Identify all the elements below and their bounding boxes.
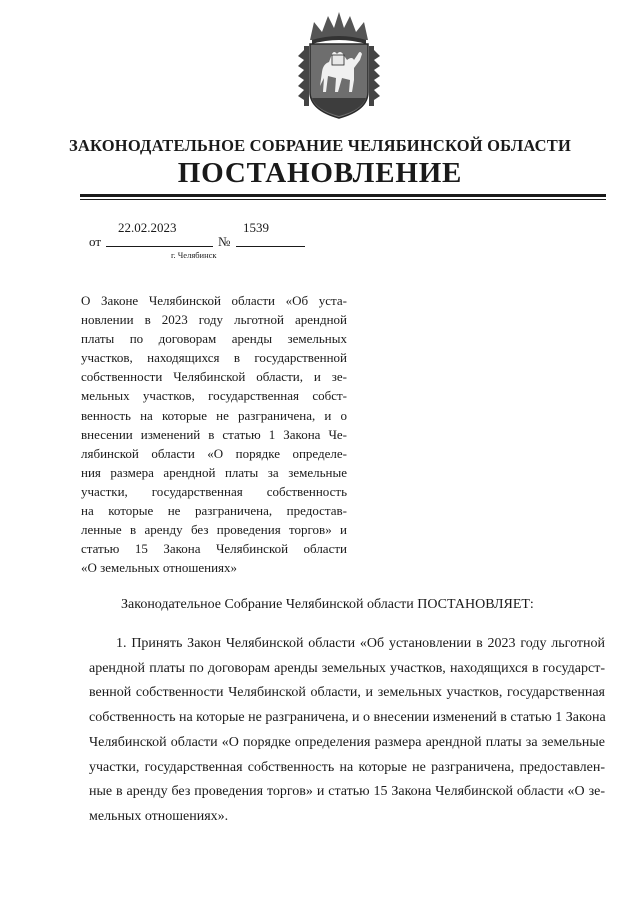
header-divider-thin (80, 199, 606, 200)
subject-line: статью 15 Закона Челябинской области (81, 541, 347, 557)
subject-block (81, 291, 347, 577)
paragraph-line: ные в аренду без проведения торгов» и статью 15 Закона Челябинской области «О зе- (89, 784, 605, 800)
paragraph-line: мельных отношениях». (89, 808, 229, 824)
subject-line: ния размера арендной платы за земельные (81, 464, 347, 480)
date-underline (106, 246, 213, 247)
subject-line: собственности Челябинской области, и зе- (81, 369, 347, 385)
subject-line: участки, государственная собственность (81, 483, 347, 499)
organization-name: ЗАКОНОДАТЕЛЬНОЕ СОБРАНИЕ ЧЕЛЯБИНСКОЙ ОБЛАСТИ (68, 136, 572, 155)
paragraph-line: 1. Принять Закон Челябинской области «Об установлении в 2023 году льготной (116, 636, 605, 651)
paragraph-line: арендной платы по договорам аренды земельных участков, находящихся в государст- (89, 660, 605, 676)
subject-line: платы по договорам аренды земельных (81, 331, 347, 347)
date-prefix: от (89, 234, 102, 249)
document-type-title: ПОСТАНОВЛЕНИЕ (177, 157, 463, 189)
subject-line: «О земельных отношениях» (81, 560, 238, 576)
header-divider-thick (80, 194, 606, 197)
paragraph-line: участки, государственная собственность на которые не разграничена, предоставлен- (89, 759, 605, 775)
paragraph-line: собственность на которые не разграничена, и о внесении изменений в статью 1 Закона (89, 710, 606, 726)
subject-line: внесении изменений в статью 1 Закона Че- (81, 426, 347, 442)
document-date: 22.02.2023 (118, 220, 177, 235)
subject-line: ленные в аренду без проведения торгов» и (81, 522, 347, 538)
subject-line: О Законе Челябинской области «Об уста- (81, 293, 347, 308)
number-underline (236, 246, 305, 247)
resolution-paragraph (89, 632, 605, 830)
paragraph-line: венной собственности Челябинской области, и земельных участков, государственная (89, 685, 605, 701)
document-number: 1539 (243, 220, 269, 235)
subject-line: участков, находящихся в государственной (81, 350, 347, 366)
subject-line: новлении в 2023 году льготной арендной (81, 312, 347, 328)
subject-line: на которые не разграничена, предостав- (81, 503, 347, 519)
number-sign: № (218, 234, 231, 249)
subject-line: венность на которые не разграничена, и о (81, 407, 347, 423)
subject-line: мельных участков, государственная собст- (81, 388, 347, 404)
coat-of-arms-emblem (296, 10, 382, 122)
resolution-preamble: Законодательное Собрание Челябинской области ПОСТАНОВЛЯЕТ: (121, 597, 534, 612)
subject-line: лябинской области «О порядке определе- (81, 445, 347, 461)
city-caption: г. Челябинск (171, 250, 217, 260)
paragraph-line: Челябинской области «О порядке определения размера арендной платы за земельные (89, 734, 605, 750)
